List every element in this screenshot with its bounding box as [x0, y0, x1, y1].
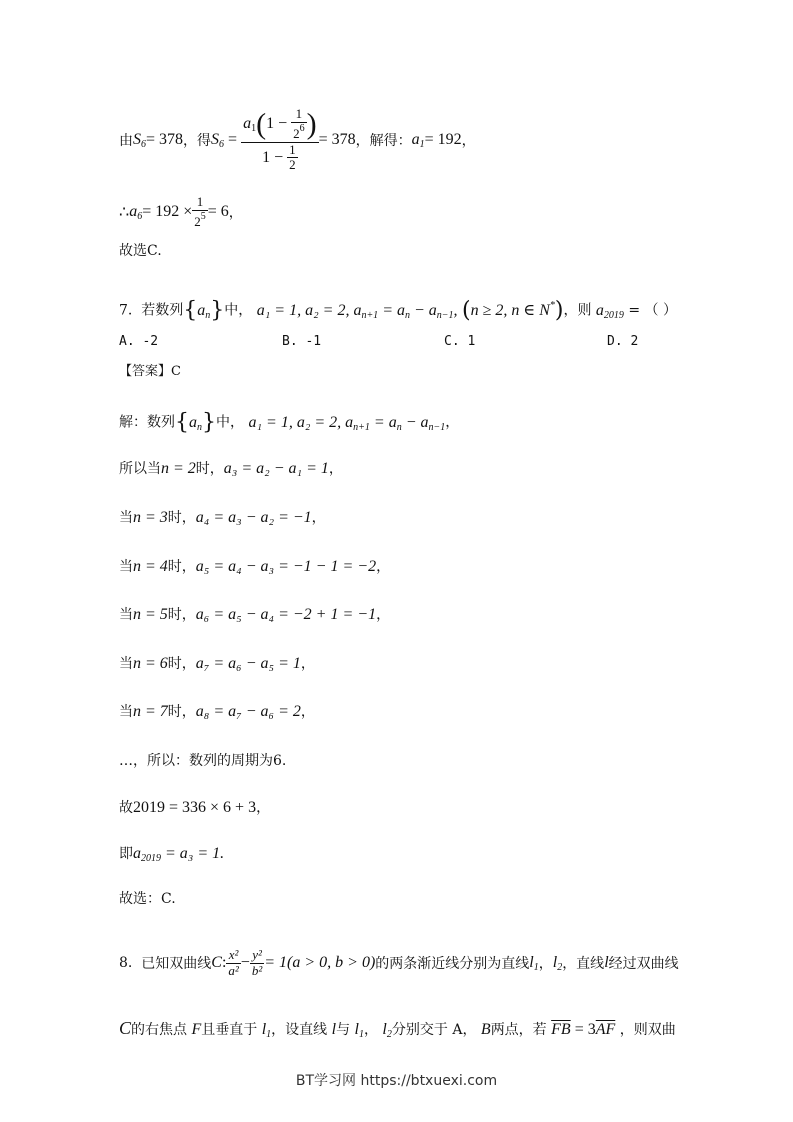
- step-n5: 当n = 5时，a₆ = a₅ − a₄ = −2 + 1 = −1，: [119, 606, 391, 623]
- step-n7: 当n = 7时，a₈ = a₇ − a₆ = 2，: [119, 703, 315, 720]
- geometric-sum-fraction: $a_1(1$ − $\frac{1}{2^6}$ ) 1 − $\frac{1}{2}$: [243, 105, 317, 173]
- math-s6: $S_6$: [133, 130, 146, 150]
- solution-line-a6: ∴ $a_6$ = 192 × $\frac{1}{2^5}$ = 6 ，: [119, 193, 243, 229]
- question-8-line1: 8. 已知双曲线 C : $\frac{\text{x²}}{\text{a²}}$ − $\frac{\text{y²}}{\text{b²}}$ = 1(a > 0, b > 0) 的两条渐近线分别为直线 $l_1$ ， $l_2$ ，直线 l 经过双曲线: [119, 946, 679, 978]
- fraction-1-over-2-5: $\frac{1}{2^5}$: [194, 193, 206, 229]
- option-a: A. -2: [119, 334, 159, 349]
- final-choice: 故选：C.: [119, 891, 176, 907]
- option-c: C. 1: [444, 334, 476, 349]
- question-7: 7. 若数列$\{a_n\}$中， a₁ = 1, a₂ = 2, $a_{n+1} = a_n - a_{n-1}$, (n ≥ 2, n ∈ N*)，则 $a_{2019}$ = （ ）: [119, 298, 678, 323]
- calc-line: 故2019 = 336 × 6 + 3，: [119, 799, 271, 816]
- step-n4: 当n = 4时，a₅ = a₄ − a₃ = −1 − 1 = −2，: [119, 558, 391, 575]
- step-n3: 当n = 3时，a₄ = a₃ − a₂ = −1，: [119, 509, 326, 526]
- answer-label: 【答案】C: [119, 364, 181, 379]
- vector-af: $\overline{AF}$: [595, 1021, 616, 1038]
- solution-intro: 解：数列$\{a_n\}$中， a₁ = 1, a₂ = 2, $a_{n+1} = a_n - a_{n-1}$，: [119, 410, 460, 435]
- option-d: D. 2: [607, 334, 639, 349]
- solution-line-s6: 由 $S_6$ = 378 ，得 $S_6$ = $a_1(1$ − $\frac{1}{2^6}$ ) 1 − $\frac{1}{2}$ = 378 ，解得： $a_1$ = 192 ，: [119, 105, 476, 173]
- vector-fb: $\overline{FB}$: [551, 1021, 571, 1038]
- question-8-line2: C的右焦点 F且垂直于 $l_1$，设直线 l与 $l_1$， $l_2$分别交于 A， B两点，若 $\overline{FB} = 3\overline{AF}$ ，则双曲: [119, 1018, 676, 1040]
- option-b: B. -1: [282, 334, 322, 349]
- math-s6-2: $S_6$: [211, 130, 225, 150]
- choose-c-line: 故选C.: [119, 243, 162, 259]
- step-n2: 所以当n = 2时，a₃ = a₂ − a₁ = 1，: [119, 460, 343, 477]
- step-n6: 当n = 6时，a₇ = a₆ − a₅ = 1，: [119, 655, 315, 672]
- result-line: 即$a_{2019} = a_3 = 1$.: [119, 845, 225, 864]
- footer-watermark: BT学习网 https://btxuexi.com: [295, 1073, 498, 1089]
- period-line: …，所以：数列的周期为6.: [119, 753, 287, 769]
